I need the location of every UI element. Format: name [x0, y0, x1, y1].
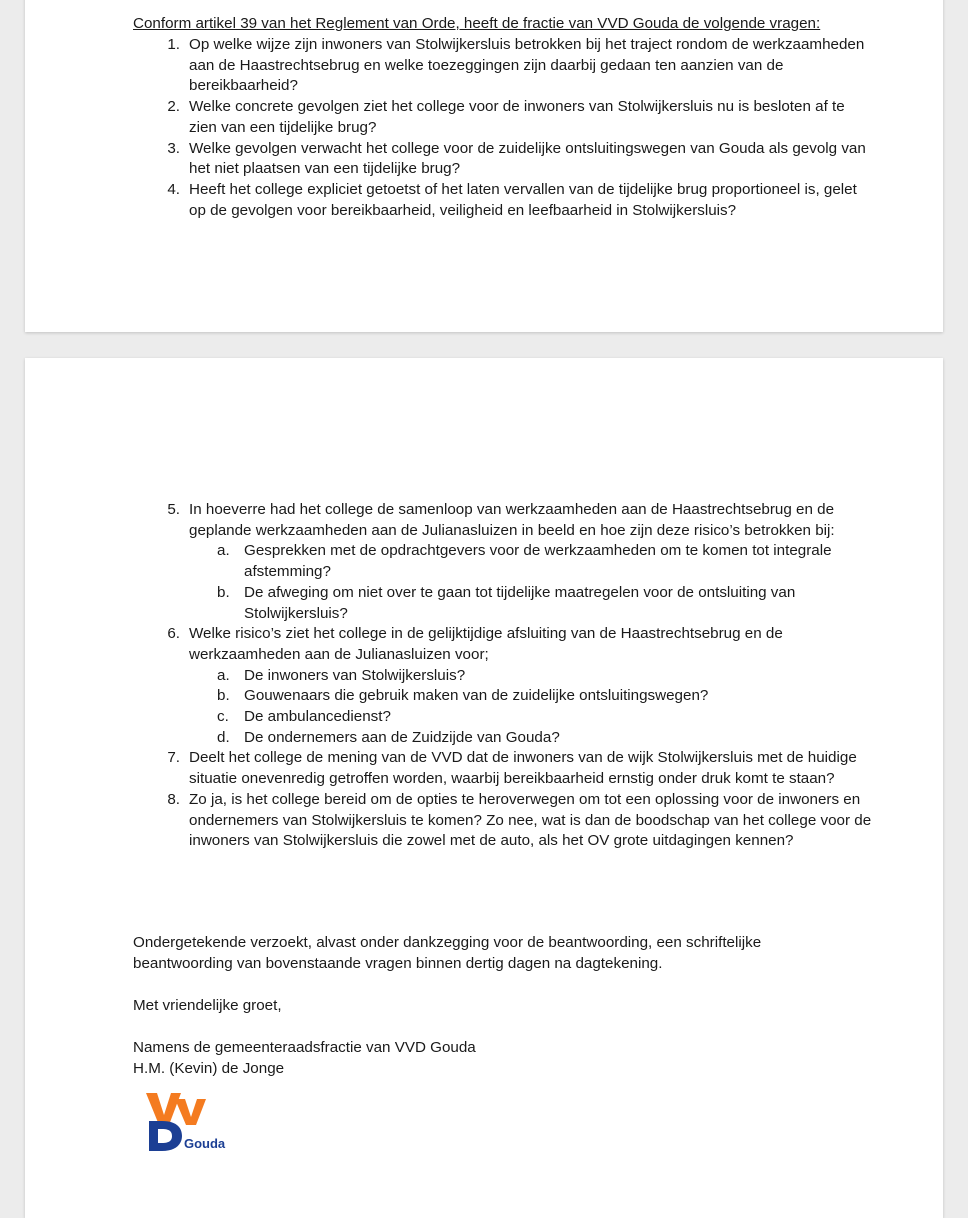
question-text: Welke gevolgen verwacht het college voor de zuidelijke ontsluitingswegen van Gouda als gevolg van het niet plaatsen van een tijdelijke brug?: [189, 139, 866, 178]
document-page-1: [25, 0, 943, 332]
question-text: Welke risico’s ziet het college in de gelijktijdige afsluiting van de Haastrechtsebrug en de werkzaamheden aan de Julianasluizen voor;: [189, 625, 783, 663]
question-number: 1.: [167, 36, 180, 53]
question-number: 5.: [167, 501, 180, 518]
question-text: Zo ja, is het college bereid om de opties te heroverwegen om tot een oplossing voor de inwoners en ondernemers van Stolwijkersluis te komen? Zo nee, wat is dan de boodschap van het college voor de inwoners van Stolwijkersluis die zowel met de auto, als het OV grote uitdagingen kennen?: [189, 790, 872, 850]
signatory-name: H.M. (Kevin) de Jonge: [133, 1059, 285, 1077]
vvd-gouda-logo: [144, 1091, 234, 1153]
sub-question-item: [189, 686, 873, 707]
question-item: [25, 97, 943, 138]
question-number: 6.: [167, 625, 180, 643]
question-item: [25, 748, 943, 789]
question-item: [25, 35, 943, 97]
sub-question-text: De ondernemers aan de Zuidzijde van Gouda?: [244, 728, 560, 746]
question-item: [25, 790, 943, 852]
sub-question-text: De inwoners van Stolwijkersluis?: [244, 666, 466, 684]
sub-question-letter: b.: [217, 687, 230, 705]
intro-text: Conform artikel 39 van het Reglement van Orde, heeft de fractie van VVD Gouda de volgende vragen:: [133, 15, 821, 32]
sub-question-text: De ambulancedienst?: [244, 708, 391, 726]
question-text: Heeft het college expliciet getoetst of het laten vervallen van de tijdelijke brug proportioneel is, gelet op de gevolgen voor bereikbaarheid, veiligheid en leefbaarheid in Stolwijkersluis?: [189, 180, 857, 219]
question-list-page-1: [25, 35, 943, 221]
sub-question-text: Gesprekken met de opdrachtgevers voor de werkzaamheden om te komen tot integrale afstemming?: [244, 542, 832, 581]
sub-question-item: [189, 583, 873, 624]
sub-question-item: [189, 666, 873, 687]
question-text: Deelt het college de mening van de VVD dat de inwoners van de wijk Stolwijkersluis met de huidige situatie onevenredig getroffen worden, waarbij bereikbaarheid ernstig onder druk komt te staan?: [189, 749, 857, 788]
question-number: 8.: [167, 790, 180, 808]
sub-question-list: [189, 666, 873, 749]
question-number: 2.: [167, 98, 180, 116]
sub-question-letter: a.: [217, 542, 230, 560]
question-text: Welke concrete gevolgen ziet het college voor de inwoners van Stolwijkersluis nu is besloten af te zien van een tijdelijke brug?: [189, 98, 845, 136]
question-number: 3.: [167, 139, 180, 157]
logo-subtitle: Gouda: [184, 1136, 226, 1151]
sub-question-text: De afweging om niet over te gaan tot tijdelijke maatregelen voor de ontsluiting van Stolwijkersluis?: [244, 583, 796, 622]
document-page-2: [25, 358, 943, 1218]
question-text: Op welke wijze zijn inwoners van Stolwijkersluis betrokken bij het traject rondom de werkzaamheden aan de Haastrechtsebrug en welke toezeggingen zijn daarbij gedaan ten aanzien van de bereikbaarheid?: [189, 36, 865, 95]
question-list-page-2: [25, 500, 943, 852]
question-number: 7.: [167, 749, 180, 767]
on-behalf-line: Namens de gemeenteraadsfractie van VVD Gouda: [133, 1039, 476, 1056]
sub-question-letter: c.: [217, 708, 229, 726]
sub-question-letter: d.: [217, 728, 230, 746]
question-item: [25, 180, 943, 221]
closing-request: Ondergetekende verzoekt, alvast onder dankzegging voor de beantwoording, een schriftelijke beantwoording van bovenstaande vragen binnen dertig dagen na dagtekening.: [133, 934, 762, 972]
question-text: In hoeverre had het college de samenloop van werkzaamheden aan de Haastrechtsebrug en de geplande werkzaamheden aan de Julianasluizen in beeld en hoe zijn deze risico’s betrokken bij:: [189, 501, 835, 539]
sub-question-item: [189, 728, 873, 749]
signature-block: [133, 1038, 853, 1079]
sub-question-letter: a.: [217, 666, 230, 684]
sub-question-text: Gouwenaars die gebruik maken van de zuidelijke ontsluitingswegen?: [244, 687, 709, 705]
question-item: [25, 624, 943, 748]
closing-greeting: Met vriendelijke groet,: [133, 997, 282, 1014]
question-number: 4.: [167, 180, 180, 198]
question-item: [25, 139, 943, 180]
sub-question-list: [189, 541, 873, 624]
sub-question-item: [189, 707, 873, 728]
question-item: [25, 500, 943, 624]
sub-question-letter: b.: [217, 583, 230, 601]
sub-question-item: [189, 541, 873, 582]
